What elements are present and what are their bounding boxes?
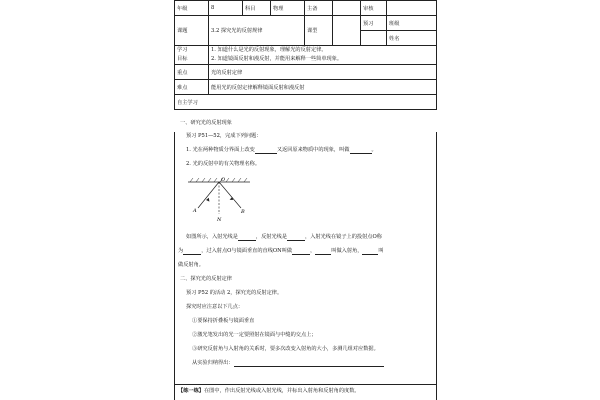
label-n: N	[217, 217, 222, 223]
key-point-value: 光的反射定律	[209, 65, 437, 80]
label-o: O	[221, 177, 226, 183]
fill-line-3: 做反射角。	[178, 262, 204, 268]
reflection-diagram	[184, 174, 254, 226]
topic-value: 3.2 探究光的反射规律	[209, 16, 305, 46]
label-a: A	[193, 208, 197, 214]
difficulty-label: 难点	[175, 80, 209, 95]
label-b: B	[241, 209, 245, 215]
class-label: 班级	[387, 16, 437, 31]
reflected-ray	[219, 182, 241, 208]
fill2-blank-4[interactable]	[362, 249, 378, 255]
fill1-blank-1[interactable]	[238, 235, 256, 241]
fill2-e: 叫	[378, 248, 384, 254]
conclusion-label: 从实验归纳得出：	[192, 360, 234, 366]
subject-label: 科目	[243, 1, 271, 16]
incident-ray	[198, 182, 219, 208]
subject-value: 物理	[271, 1, 305, 16]
section1-preview: 预习 P51—52，完成下列问题：	[186, 133, 262, 139]
preview-label: 预习	[361, 16, 387, 31]
topic-label: 课题	[175, 16, 209, 46]
grade-label: 年级	[175, 1, 209, 16]
preview-empty	[361, 31, 387, 46]
fill2-a: 为	[178, 248, 184, 254]
fill1-a: 如图所示，入射光线是	[186, 234, 238, 240]
fill2-blank-1[interactable]	[183, 249, 201, 255]
section2-attention: 探究时应注意以下几点：	[186, 304, 244, 310]
goals-content	[209, 46, 437, 65]
conclusion-blank[interactable]	[234, 361, 384, 367]
question-1	[186, 147, 377, 154]
tip-2: ②激光笔发出的光一定要照射在镜面与中缝的交点上；	[192, 332, 317, 338]
self-study-label: 自主学习	[175, 95, 437, 110]
q1-part-a: 1. 光在两种物质分界面上改变	[186, 147, 255, 153]
exercise-text: 在图中，作出反射光线或入射光线，并标出入射角和反射角的度数。	[203, 388, 360, 394]
preparer-label: 主备	[305, 1, 333, 16]
exercise	[178, 388, 360, 395]
fill2-d: 叫做入射角，	[331, 248, 363, 254]
fill-line-2	[178, 248, 384, 255]
section1-title: 一、研究光的反射现象	[180, 120, 232, 126]
fill-line-1	[186, 234, 382, 241]
conclusion	[192, 360, 384, 367]
tip-3: ③研究反射角与入射角的关系时，要多次改变入射角的大小，多测几组对应数据。	[192, 346, 379, 352]
reviewer-label: 审核	[361, 1, 387, 16]
q1-end: 。	[371, 147, 377, 153]
fill1-c: ，入射光线在镜子上的投射点O称	[305, 234, 382, 240]
goals-label-line2: 目标	[177, 56, 188, 62]
fill2-blank-3[interactable]	[315, 249, 331, 255]
exercise-label: 【练一练】	[178, 388, 204, 394]
q1-blank-2[interactable]	[350, 148, 372, 154]
name-label: 姓名	[387, 31, 437, 46]
worksheet	[174, 0, 436, 400]
q1-blank-1[interactable]	[255, 148, 277, 154]
difficulty-value: 能用光的反射定律解释镜面反射和漫反射	[209, 80, 437, 95]
fill2-c: ，	[310, 248, 316, 254]
key-point-label: 重点	[175, 65, 209, 80]
fill1-b: ，反射光线是	[255, 234, 288, 240]
tip-1: ①要保持折叠板与镜面垂直	[192, 318, 255, 324]
exercise-divider	[174, 384, 436, 385]
section2-title: 二、探究光的反射定律	[180, 276, 232, 282]
mirror-hatching	[190, 178, 247, 182]
goals-label-line1: 学习	[177, 47, 188, 53]
preparer-value	[333, 1, 361, 16]
grade-value: 8	[209, 1, 243, 16]
lesson-type-value	[333, 16, 361, 46]
fill1-blank-2[interactable]	[287, 235, 305, 241]
goals-label	[175, 46, 209, 65]
header-table	[174, 0, 437, 110]
section2-preview: 预习 P52 的活动 2，探究光的反射定律。	[186, 290, 283, 296]
reviewer-value	[387, 1, 437, 16]
incident-arrow-icon	[206, 198, 209, 202]
question-2: 2. 光的反射中的有关物理名称。	[186, 161, 261, 167]
lesson-type-label: 课型	[305, 16, 333, 46]
goal-line-2: 2. 知道镜面反射和漫反射，并能用来解释一些简单现象。	[211, 56, 343, 62]
fill2-blank-2[interactable]	[292, 249, 310, 255]
q1-part-b: 又返回原来物质中的现象，叫做	[276, 147, 350, 153]
goal-line-1: 1. 知道什么是光的反射现象，理解光的反射定律。	[211, 47, 327, 53]
fill2-b: ，过入射点O与镜面垂直的直线ON叫做	[201, 248, 293, 254]
